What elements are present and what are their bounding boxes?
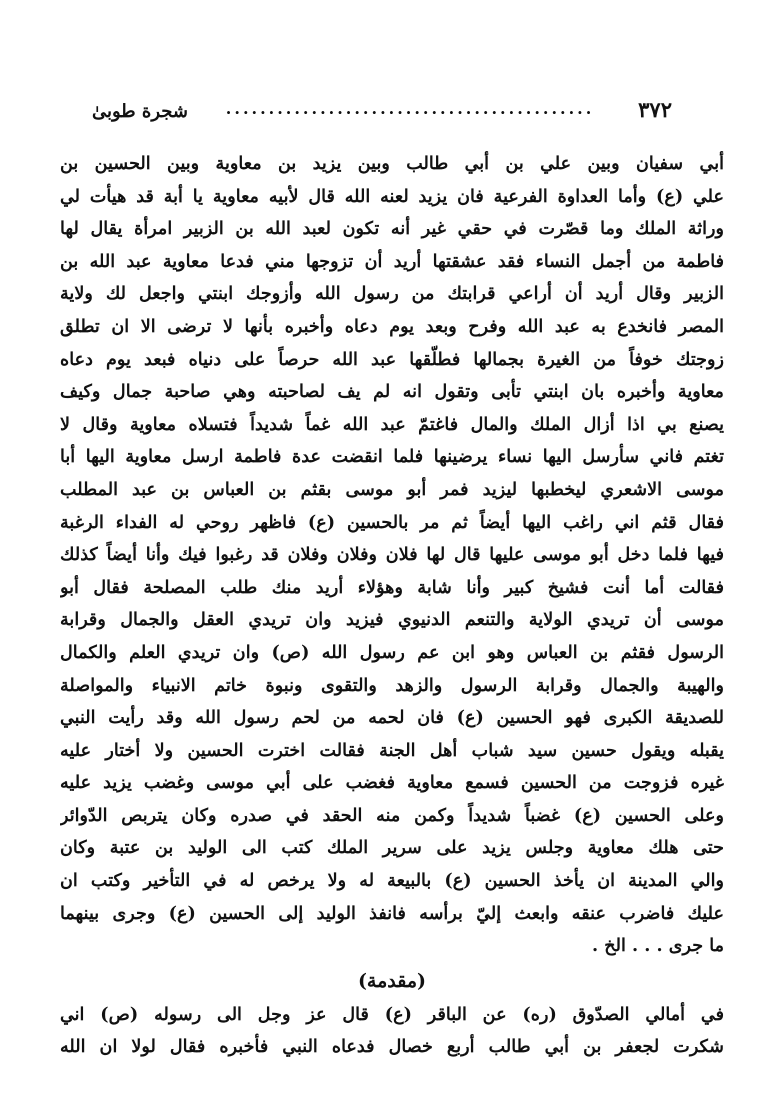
- text-line: فقال قثم اني راغب اليها أيضاً ثم مر بالحسين (ع) فاظهر روحي له الفداء الرغبة: [60, 511, 724, 533]
- body-text: [60, 148, 724, 1064]
- text-line: يصنع بي اذا أزال الملك والمال فاغتمّ عبد الله غماً شديداً فتسلاه معاوية وقال لا: [60, 413, 724, 435]
- text-line: فقالت أما أنت فشيخ كبير وأنا شابة وهؤلاء أريد منك طلب المصلحة فقال أبو: [60, 576, 724, 598]
- text-line: عليك فاضرب عنقه وابعث إليّ برأسه فانفذ الوليد إلى الحسين (ع) وجرى بينهما: [60, 902, 724, 924]
- text-line: معاوية وأخبره بان ابنتي تأبى وتقول انه لم يف لصاحبته وهي صاحبة جمال وكيف: [60, 381, 724, 403]
- text-line: الرسول فقثم بن العباس وهو ابن عم رسول الله (ص) وان تريدي العلم والكمال: [60, 641, 724, 663]
- text-line: فاطمة من أجمل النساء فقد عشقتها أريد أن تزوجها مني فدعا معاوية عبد الله بن: [60, 250, 724, 272]
- text-line: والهيبة والجمال وقرابة الرسول والزهد والتقوى ونبوة خاتم الانبياء والمواصلة: [60, 674, 724, 696]
- section-heading: (مقدمة): [357, 969, 427, 992]
- text-line: غيره فزوجت من الحسين فسمع معاوية فغضب على أبي موسى وغضب يزيد عليه: [60, 772, 724, 794]
- text-line: حتى هلك معاوية وجلس يزيد على سرير الملك كتب الى الوليد بن عتبة وكان: [60, 837, 724, 859]
- page-number: ٣٧٢: [638, 97, 672, 122]
- header-leader-dots: ...........................................: [225, 99, 595, 118]
- text-line: وعلى الحسين (ع) غضباً شديداً وكمن منه الحقد في صدره وكان يتربص الدّوائر: [60, 804, 724, 826]
- text-line: ما جرى . . . الخ .: [592, 935, 724, 957]
- text-line: موسى الاشعري ليخطبها ليزيد فمر أبو موسى بقثم بن العباس بن عبد المطلب: [60, 478, 724, 500]
- text-line: شكرت لجعفر بن أبي طالب أربع خصال فدعاه النبي فأخبره فقال لولا ان الله: [60, 1036, 724, 1058]
- text-line: للصديقة الكبرى فهو الحسين (ع) فان لحمه من لحم رسول الله وقد رأيت النبي: [60, 707, 724, 729]
- text-line: الزبير وقال أريد أن أراعي قرابتك من رسول الله وأزوجك ابنتي واجعل لك ولاية: [60, 283, 724, 305]
- text-line: والي المدينة ان يأخذ الحسين (ع) بالبيعة له ولا يرخص له في التأخير وكتب ان: [60, 870, 724, 892]
- running-title: شجرة طوبیٰ: [92, 101, 188, 122]
- text-line: وراثة الملك وما قصّرت في حقي غير أنه تكون لعبد الله بن الزبير امرأة يقال لها: [60, 218, 724, 240]
- text-line: في أمالي الصدّوق (ره) عن الباقر (ع) قال عز وجل الى رسوله (ص) اني: [60, 1003, 724, 1025]
- text-line: أبي سفيان وبين علي بن أبي طالب وبين يزيد بن معاوية وبين الحسين بن: [60, 153, 724, 174]
- text-line: زوجتك خوفاً من الغيرة بجمالها فطلّقها عبد الله حرصاً على دنياه فبعد يوم دعاه: [60, 348, 724, 370]
- text-line: علي (ع) وأما العداوة الفرعية فان يزيد لعنه الله قال لأبيه معاوية يا أبة قد هيأت لي: [60, 185, 724, 207]
- text-line: تغتم فاني سأرسل اليها نساء يرضينها فلما انقضت عدة فاطمة ارسل معاوية اليها أبا: [60, 446, 724, 468]
- text-line: المصر فانخدع به عبد الله وفرح وبعد يوم دعاه وأخبره بأنها لا ترضى الا ان تطلق: [60, 315, 724, 337]
- running-header: [92, 88, 672, 122]
- text-line: فيها فلما دخل أبو موسى عليها قال لها فلان وفلان وفلان قد رغبوا فيك وأنا أيضاً كذلك: [60, 544, 724, 566]
- text-line: يقبله ويقول حسين سيد شباب أهل الجنة فقالت اخترت الحسين ولا أختار عليه: [60, 739, 724, 761]
- text-line: موسى أن تريدي الولاية والتنعم الدنيوي فيزيد وان تريدي العقل والجمال وقرابة: [60, 609, 724, 631]
